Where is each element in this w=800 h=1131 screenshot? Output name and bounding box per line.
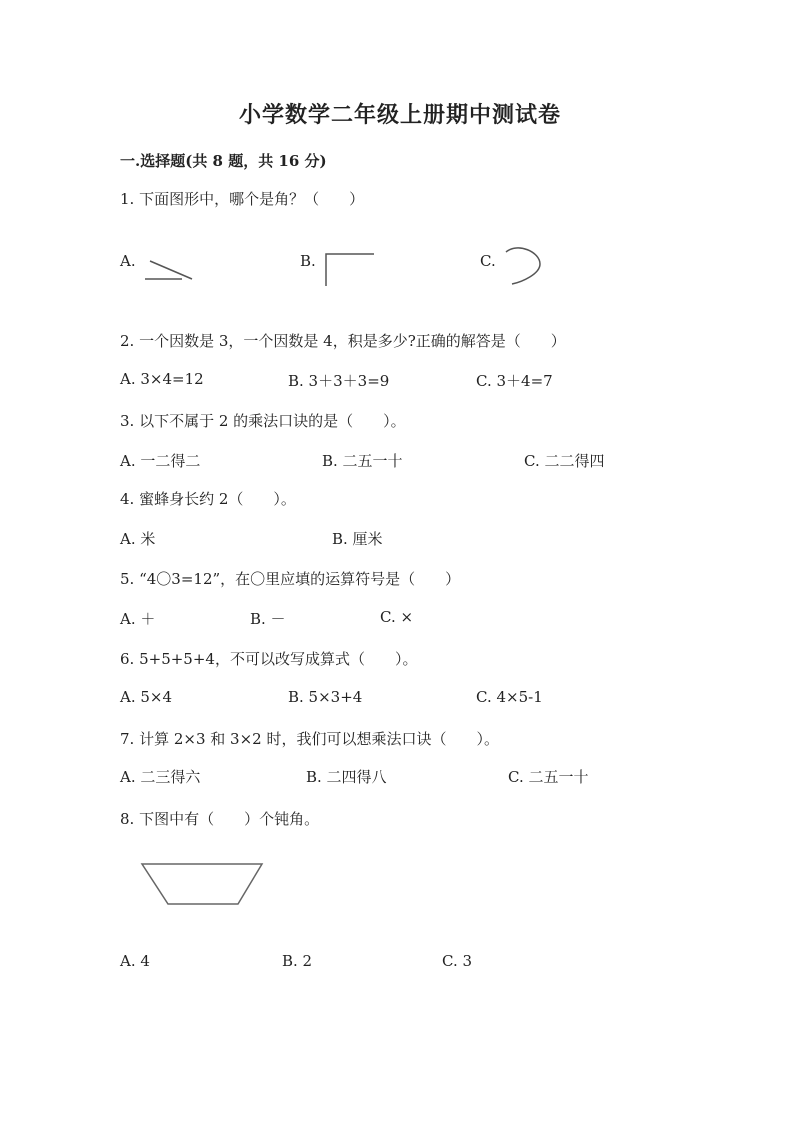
q1-figure-c: [500, 242, 550, 287]
q1-figure-b: [322, 250, 382, 290]
question-7-option-a: A. 二三得六: [120, 768, 201, 786]
question-1-option-c: C.: [480, 252, 496, 270]
question-6-stem: 6. 5+5+5+4，不可以改写成算式（ ）。: [120, 650, 418, 668]
question-6-option-a: A. 5×4: [120, 688, 173, 706]
q1-figure-a: [140, 255, 200, 285]
section-heading: 一.选择题(共 8 题，共 16 分): [120, 152, 327, 170]
question-5-option-b: B. －: [250, 610, 286, 628]
question-5-option-a: A. ＋: [120, 610, 156, 628]
question-7-option-b: B. 二四得八: [306, 768, 387, 786]
question-5-option-c: C. ×: [380, 608, 414, 626]
question-4-option-a: A. 米: [120, 530, 156, 548]
question-2-option-b: B. 3＋3＋3=9: [288, 372, 390, 390]
question-3-option-b: B. 二五一十: [322, 452, 403, 470]
question-1-stem: 1. 下面图形中，哪个是角？（ ）: [120, 190, 365, 208]
question-2-stem: 2. 一个因数是 3，一个因数是 4，积是多少?正确的解答是（ ）: [120, 332, 566, 350]
question-3-stem: 3. 以下不属于 2 的乘法口诀的是（ ）。: [120, 412, 406, 430]
page-title: 小学数学二年级上册期中测试卷: [238, 102, 561, 128]
question-8-option-c: C. 3: [442, 952, 473, 970]
question-2-option-c: C. 3＋4=7: [476, 372, 553, 390]
question-8-stem: 8. 下图中有（ ）个钝角。: [120, 810, 320, 828]
question-2-option-a: A. 3×4=12: [120, 370, 204, 388]
question-3-option-c: C. 二二得四: [524, 452, 605, 470]
question-4-stem: 4. 蜜蜂身长约 2（ ）。: [120, 490, 296, 508]
question-1-option-b: B.: [300, 252, 316, 270]
q8-trapezoid-figure: [138, 860, 268, 910]
question-6-option-c: C. 4×5-1: [476, 688, 543, 706]
question-4-option-b: B. 厘米: [332, 530, 383, 548]
question-8-option-a: A. 4: [120, 952, 150, 970]
question-7-option-c: C. 二五一十: [508, 768, 589, 786]
question-3-option-a: A. 一二得二: [120, 452, 201, 470]
question-5-stem: 5. “4〇3=12”，在〇里应填的运算符号是（ ）: [120, 570, 461, 588]
question-7-stem: 7. 计算 2×3 和 3×2 时，我们可以想乘法口诀（ ）。: [120, 730, 499, 748]
question-1-option-a: A.: [120, 252, 136, 270]
question-6-option-b: B. 5×3+4: [288, 688, 363, 706]
question-8-option-b: B. 2: [282, 952, 313, 970]
